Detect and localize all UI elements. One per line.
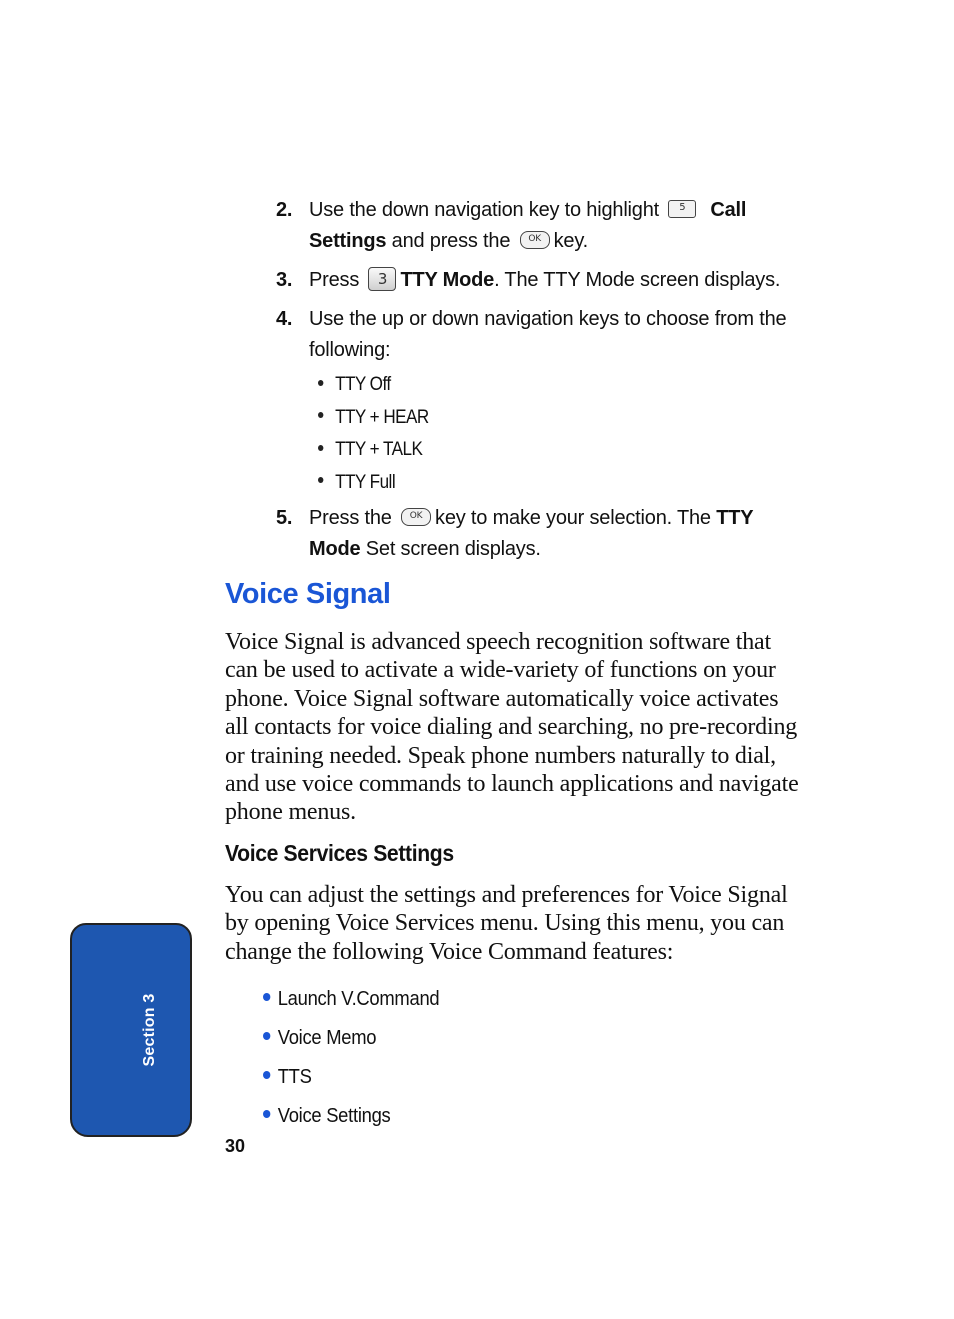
bullet-icon	[263, 1071, 270, 1079]
list-item: Voice Settings	[263, 1097, 439, 1136]
step-text: Use the down navigation key to highlight 5 Call Settings and press the OK key.	[309, 199, 747, 252]
bullet-icon	[318, 445, 323, 451]
subsection-heading: Voice Services Settings	[225, 840, 454, 866]
list-item: TTY Full	[318, 467, 429, 500]
key-3-icon: 3	[368, 267, 396, 291]
key-5-icon: 5	[668, 200, 696, 218]
ok-key-icon: OK	[520, 231, 550, 249]
list-item: Voice Memo	[263, 1019, 439, 1058]
list-item: Launch V.Command	[263, 980, 439, 1019]
bullet-icon	[318, 380, 323, 386]
tty-options-list	[318, 369, 429, 499]
step-number: 3.	[276, 269, 293, 291]
step-text: Press the OK key to make your selection. The TTY Mode Set screen displays.	[309, 507, 754, 560]
step-text: Use the up or down navigation keys to choose from the following:	[309, 308, 787, 361]
section-tab-label: Section 3	[141, 993, 158, 1067]
bullet-icon	[263, 1032, 270, 1040]
section-tab	[70, 923, 192, 1137]
step-number: 2.	[276, 199, 293, 221]
step-number: 5.	[276, 507, 293, 529]
list-item: TTY + TALK	[318, 434, 429, 467]
list-item: TTY Off	[318, 369, 429, 402]
bullet-icon	[318, 477, 323, 483]
subsection-paragraph: You can adjust the settings and preferences for Voice Signal by opening Voice Services menu. Using this menu, you can change the following Voice Command features:	[225, 882, 788, 965]
step-number: 4.	[276, 308, 293, 330]
section-paragraph: Voice Signal is advanced speech recognition software that can be used to activate a wide-variety of functions on your phone. Voice Signal software automatically voice activates all contacts for voice dialing and searching, no pre-recording or training needed. Speak phone numbers naturally to dial, and use voice commands to launch applications and navigate phone menus.	[225, 629, 799, 826]
page-number: 30	[225, 1136, 246, 1156]
features-list	[263, 980, 455, 1136]
bullet-icon	[318, 412, 323, 418]
ok-key-icon: OK	[401, 508, 431, 526]
list-item: TTY + HEAR	[318, 402, 429, 435]
list-item: TTS	[263, 1058, 439, 1097]
bullet-icon	[263, 993, 270, 1001]
bullet-icon	[263, 1110, 270, 1118]
section-heading: Voice Signal	[225, 578, 391, 610]
step-text: Press 3 TTY Mode. The TTY Mode screen displays.	[309, 265, 809, 296]
